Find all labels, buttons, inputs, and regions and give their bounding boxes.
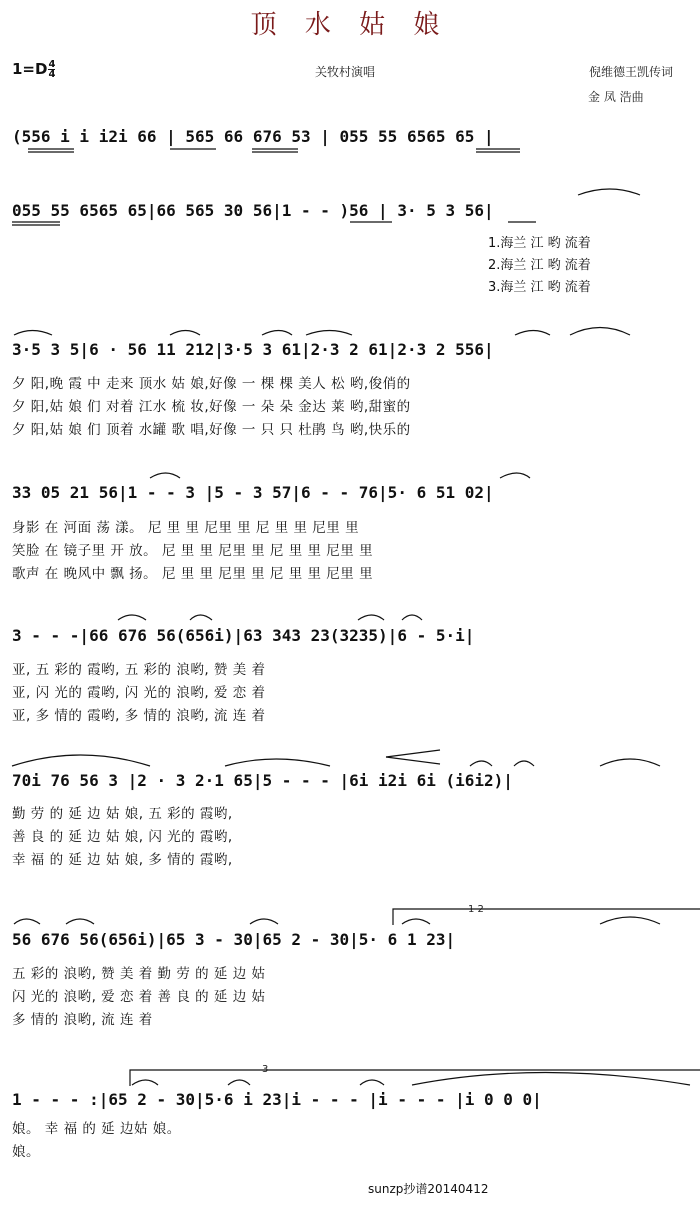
lyric-row-4-verse-1: 身影 在 河面 荡 漾。 尼 里 里 尼里 里 尼 里 里 尼里 里 <box>12 520 360 536</box>
key-signature: 1=D $\frac{4}{4}$ <box>12 59 56 80</box>
notation-row-7: 56 676 56(656i)|65 3 - 30|65 2 - 30|5· 6 1 23| <box>12 930 456 949</box>
lyricist-credit: 倪维德王凯传词 <box>589 65 674 79</box>
notation-row-3: 3·5 3 5|6 · 56 11 212|3·5 3 61|2·3 2 61|2·3 2 556| <box>12 340 494 359</box>
lyric-row-5-verse-1: 亚, 五 彩的 霞哟, 五 彩的 浪哟, 赞 美 着 <box>12 662 266 678</box>
verse-2-intro: 2.海兰 江 哟 流着 <box>488 258 591 273</box>
lyric-row-6-verse-2: 善 良 的 延 边 姑 娘, 闪 光的 霞哟, <box>12 829 233 845</box>
notation-row-6: 70i 76 56 3 |2 · 3 2·1 65|5 - - - |6i i2i 6i (i6i2)| <box>12 771 513 790</box>
lyric-row-3-verse-2: 夕 阳,姑 娘 们 对着 江水 梳 妆,好像 一 朵 朵 金达 莱 哟,甜蜜的 <box>12 399 411 415</box>
volta-1-2-label: 1 2 <box>468 904 484 915</box>
notation-row-5: 3 - - -|66 676 56(656i)|63 343 23(3235)|6 - 5·i| <box>12 626 475 645</box>
lyric-row-8-verse-1: 娘。 幸 福 的 延 边姑 娘。 <box>12 1121 181 1137</box>
composer-credit: 金 凤 浩曲 <box>588 90 644 104</box>
notation-row-1: (556 i i i2i 66 | 565 66 676 53 | 055 55 6565 65 | <box>12 127 494 146</box>
lyric-row-6-verse-1: 勤 劳 的 延 边 姑 娘, 五 彩的 霞哟, <box>12 806 233 822</box>
lyric-row-7-verse-3: 多 情的 浪哟, 流 连 着 <box>12 1012 153 1028</box>
lyric-row-6-verse-3: 幸 福 的 延 边 姑 娘, 多 情的 霞哟, <box>12 852 233 868</box>
lyric-row-4-verse-2: 笑脸 在 镜子里 开 放。 尼 里 里 尼里 里 尼 里 里 尼里 里 <box>12 543 374 559</box>
verse-3-intro: 3.海兰 江 哟 流着 <box>488 280 591 295</box>
lyric-row-3-verse-1: 夕 阳,晚 霞 中 走来 顶水 姑 娘,好像 一 棵 棵 美人 松 哟,俊俏的 <box>12 376 411 392</box>
lyric-row-8-verse-2: 娘。 <box>12 1144 40 1160</box>
volta-3-label: 3 <box>262 1064 269 1075</box>
notation-row-4: 33 05 21 56|1 - - 3 |5 - 3 57|6 - - 76|5· 6 51 02| <box>12 483 494 502</box>
lyric-row-5-verse-3: 亚, 多 情的 霞哟, 多 情的 浪哟, 流 连 着 <box>12 708 266 724</box>
lyric-row-5-verse-2: 亚, 闪 光的 霞哟, 闪 光的 浪哟, 爱 恋 着 <box>12 685 266 701</box>
singer-credit: 关牧村演唱 <box>315 65 376 79</box>
transcriber-footer: sunzp抄谱20140412 <box>368 1182 489 1196</box>
lyric-row-7-verse-1: 五 彩的 浪哟, 赞 美 着 勤 劳 的 延 边 姑 <box>12 966 266 982</box>
lyric-row-7-verse-2: 闪 光的 浪哟, 爱 恋 着 善 良 的 延 边 姑 <box>12 989 266 1005</box>
notation-row-2: 055 55 6565 65|66 565 30 56|1 - - )56 | 3· 5 3 56| <box>12 201 494 220</box>
lyric-row-3-verse-3: 夕 阳,姑 娘 们 顶着 水罐 歌 唱,好像 一 只 只 杜鹃 鸟 哟,快乐的 <box>12 422 411 438</box>
song-title: 顶 水 姑 娘 <box>250 10 450 40</box>
lyric-row-4-verse-3: 歌声 在 晚风中 飘 扬。 尼 里 里 尼里 里 尼 里 里 尼里 里 <box>12 566 374 582</box>
notation-row-8: 1 - - - :|65 2 - 30|5·6 i 23|i - - - |i - - - |i 0 0 0| <box>12 1090 542 1109</box>
verse-1-intro: 1.海兰 江 哟 流着 <box>488 236 591 251</box>
